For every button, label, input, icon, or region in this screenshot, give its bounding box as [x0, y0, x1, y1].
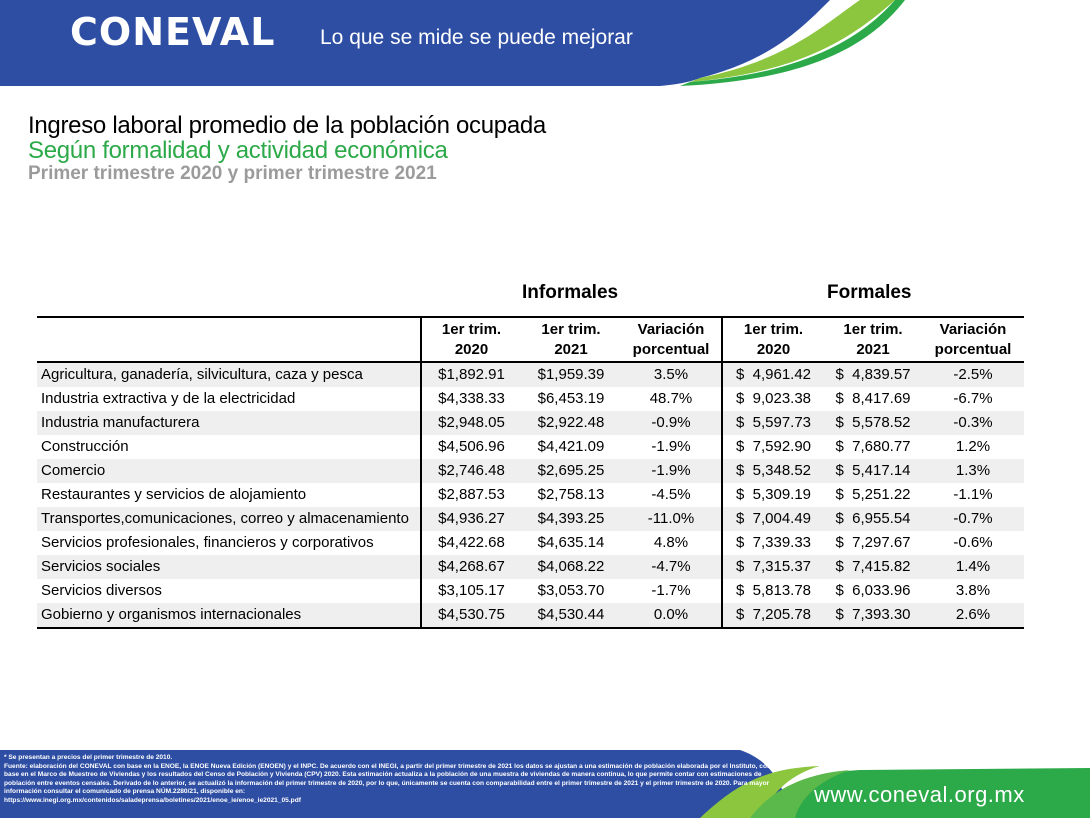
footnote — [4, 754, 784, 806]
informal-variation-value: -1.9% — [621, 459, 722, 483]
header-formal-2020: 1er trim. 2020 — [722, 317, 824, 362]
page-period: Primer trimestre 2020 y primer trimestre 2021 — [28, 163, 437, 184]
coneval-logo[interactable]: CONEVAL — [70, 10, 276, 54]
informal-2020-value: $3,105.17 — [421, 579, 521, 603]
header-informal-2020: 1er trim. 2020 — [421, 317, 521, 362]
table-row — [37, 483, 1024, 507]
formal-2021-value: $ 5,578.52 — [824, 411, 922, 435]
informal-2021-value: $6,453.19 — [537, 390, 605, 407]
activity-label: Comercio — [37, 459, 421, 483]
header-formal-2021: 1er trim. 2021 — [843, 321, 903, 358]
table-row — [37, 387, 1024, 411]
header-banner — [0, 0, 1090, 92]
formal-2020-value: $ 5,348.52 — [722, 459, 824, 483]
table-row — [37, 531, 1024, 555]
informal-variation-value: -4.7% — [621, 555, 722, 579]
informal-2021-value: $2,922.48 — [521, 411, 621, 435]
formal-variation-value: 1.2% — [955, 438, 991, 455]
informal-2020-value: $4,936.27 — [421, 507, 521, 531]
formal-2021-value: $ 7,393.30 — [824, 603, 922, 628]
table-row — [37, 579, 1024, 603]
informal-variation-value: -1.7% — [651, 582, 691, 599]
group-heading-informal: Informales — [522, 282, 619, 303]
formal-2021-value: $ 8,417.69 — [835, 390, 911, 407]
formal-2020-value: $ 4,961.42 — [722, 362, 824, 387]
activity-label: Gobierno y organismos internacionales — [37, 603, 421, 628]
activity-label: Industria extractiva y de la electricidad — [41, 390, 296, 407]
formal-2021-value: $ 7,680.77 — [835, 438, 911, 455]
formal-variation-value: -0.6% — [953, 534, 993, 551]
formal-2021-value: $ 4,839.57 — [824, 362, 922, 387]
formal-2020-value: $ 5,813.78 — [722, 579, 824, 603]
informal-2021-value: $3,053.70 — [537, 582, 605, 599]
informal-variation-value: 4.8% — [653, 534, 689, 551]
table-row — [37, 603, 1024, 628]
formal-variation-value: -1.1% — [953, 486, 993, 503]
informal-variation-value: 0.0% — [621, 603, 722, 628]
table-row — [37, 435, 1024, 459]
informal-2021-value: $4,635.14 — [537, 534, 605, 551]
informal-2020-value: $2,948.05 — [421, 411, 521, 435]
table-row — [37, 362, 1024, 387]
table-row — [37, 507, 1024, 531]
informal-2021-value: $4,393.25 — [521, 507, 621, 531]
formal-variation-value: 3.8% — [955, 582, 991, 599]
footnote-source: Fuente: elaboración del CONEVAL con base en la ENOE, la ENOE Nueva Edición (ENOEN) y el INPC. De acuerdo con el INEGI, a partir del primer trimestre de 2021 los datos se ajustan a una estimación de población elaborada por el Instituto, con base en el Marco de Muestreo de Viviendas y los resultados del Censo de Población y Vivienda (CPV) 2020. Esta estimación actualiza a la población de una muestra de viviendas de manera continua, lo que permite contar con estimaciones de población entre eventos censales. Derivado de lo anterior, se actualizó la información del primer trimestre de 2020, por lo que, únicamente se cuenta con comparabilidad entre el primer trimestre de 2021 y el primer trimestre de 2020. Para mayor información consultar el comunicado de prensa NÚM.2280/21, disponible en: — [4, 762, 772, 796]
income-table — [37, 316, 1024, 629]
header-informal-2021: 1er trim. 2021 — [541, 321, 601, 358]
informal-variation-value: -0.9% — [621, 411, 722, 435]
formal-variation-value: -0.3% — [922, 411, 1024, 435]
activity-label: Transportes,comunicaciones, correo y almacenamiento — [37, 507, 421, 531]
formal-2021-value: $ 5,417.14 — [824, 459, 922, 483]
formal-2021-value: $ 6,955.54 — [824, 507, 922, 531]
page-subtitle: Según formalidad y actividad económica — [28, 137, 448, 164]
header-activity — [37, 317, 421, 362]
formal-2021-value: $ 7,415.82 — [824, 555, 922, 579]
informal-variation-value: 3.5% — [621, 362, 722, 387]
informal-variation-value: 48.7% — [649, 390, 693, 407]
activity-label: Servicios diversos — [41, 582, 162, 599]
informal-2021-value: $4,530.44 — [521, 603, 621, 628]
formal-variation-value: -2.5% — [922, 362, 1024, 387]
activity-label: Restaurantes y servicios de alojamiento — [41, 486, 307, 503]
informal-variation-value: -1.9% — [651, 438, 691, 455]
informal-2020-value: $4,506.96 — [421, 435, 521, 459]
group-heading-formal: Formales — [827, 282, 912, 303]
informal-2021-value: $4,421.09 — [537, 438, 605, 455]
activity-label: Servicios sociales — [37, 555, 421, 579]
page-title: Ingreso laboral promedio de la población ocupada — [28, 112, 546, 139]
informal-2020-value: $4,422.68 — [421, 531, 521, 555]
formal-2020-value: $ 7,004.49 — [722, 507, 824, 531]
informal-2021-value: $2,695.25 — [521, 459, 621, 483]
informal-2020-value: $1,892.91 — [421, 362, 521, 387]
table-header-row — [37, 317, 1024, 362]
formal-2021-value: $ 5,251.22 — [835, 486, 911, 503]
informal-2020-value: $4,338.33 — [421, 387, 521, 411]
activity-label: Industria manufacturera — [37, 411, 421, 435]
formal-2020-value: $ 7,592.90 — [722, 435, 824, 459]
formal-2020-value: $ 7,315.37 — [722, 555, 824, 579]
formal-2020-value: $ 5,597.73 — [722, 411, 824, 435]
formal-variation-value: 1.4% — [922, 555, 1024, 579]
informal-2021-value: $1,959.39 — [521, 362, 621, 387]
activity-label: Servicios profesionales, financieros y corporativos — [41, 534, 374, 551]
table-row — [37, 555, 1024, 579]
formal-variation-value: 1.3% — [922, 459, 1024, 483]
website-link[interactable]: www.coneval.org.mx — [814, 782, 1025, 807]
activity-label: Construcción — [41, 438, 129, 455]
formal-variation-value: -6.7% — [953, 390, 993, 407]
informal-2020-value: $2,746.48 — [421, 459, 521, 483]
informal-2020-value: $2,887.53 — [421, 483, 521, 507]
formal-2020-value: $ 5,309.19 — [722, 483, 824, 507]
formal-2020-value: $ 7,339.33 — [722, 531, 824, 555]
formal-variation-value: -0.7% — [922, 507, 1024, 531]
informal-2020-value: $4,268.67 — [421, 555, 521, 579]
header-slogan: Lo que se mide se puede mejorar — [320, 26, 633, 49]
informal-2021-value: $2,758.13 — [537, 486, 605, 503]
table-row — [37, 411, 1024, 435]
footnote-note: * Se presentan a precios del primer trimestre de 2010. — [4, 754, 173, 761]
informal-variation-value: -11.0% — [621, 507, 722, 531]
table-row — [37, 459, 1024, 483]
formal-2020-value: $ 9,023.38 — [722, 387, 824, 411]
informal-2020-value: $4,530.75 — [421, 603, 521, 628]
footnote-url[interactable]: https://www.inegi.org.mx/contenidos/saladeprensa/boletines/2021/enoe_ie/enoe_ie2021_05.pdf — [4, 796, 301, 804]
informal-variation-value: -4.5% — [651, 486, 691, 503]
activity-label: Agricultura, ganadería, silvicultura, caza y pesca — [37, 362, 421, 387]
formal-variation-value: 2.6% — [922, 603, 1024, 628]
formal-2021-value: $ 7,297.67 — [835, 534, 911, 551]
formal-2021-value: $ 6,033.96 — [835, 582, 911, 599]
header-formal-variation: Variación porcentual — [934, 321, 1012, 358]
informal-2021-value: $4,068.22 — [521, 555, 621, 579]
header-informal-variation: Variación porcentual — [632, 321, 710, 358]
formal-2020-value: $ 7,205.78 — [722, 603, 824, 628]
